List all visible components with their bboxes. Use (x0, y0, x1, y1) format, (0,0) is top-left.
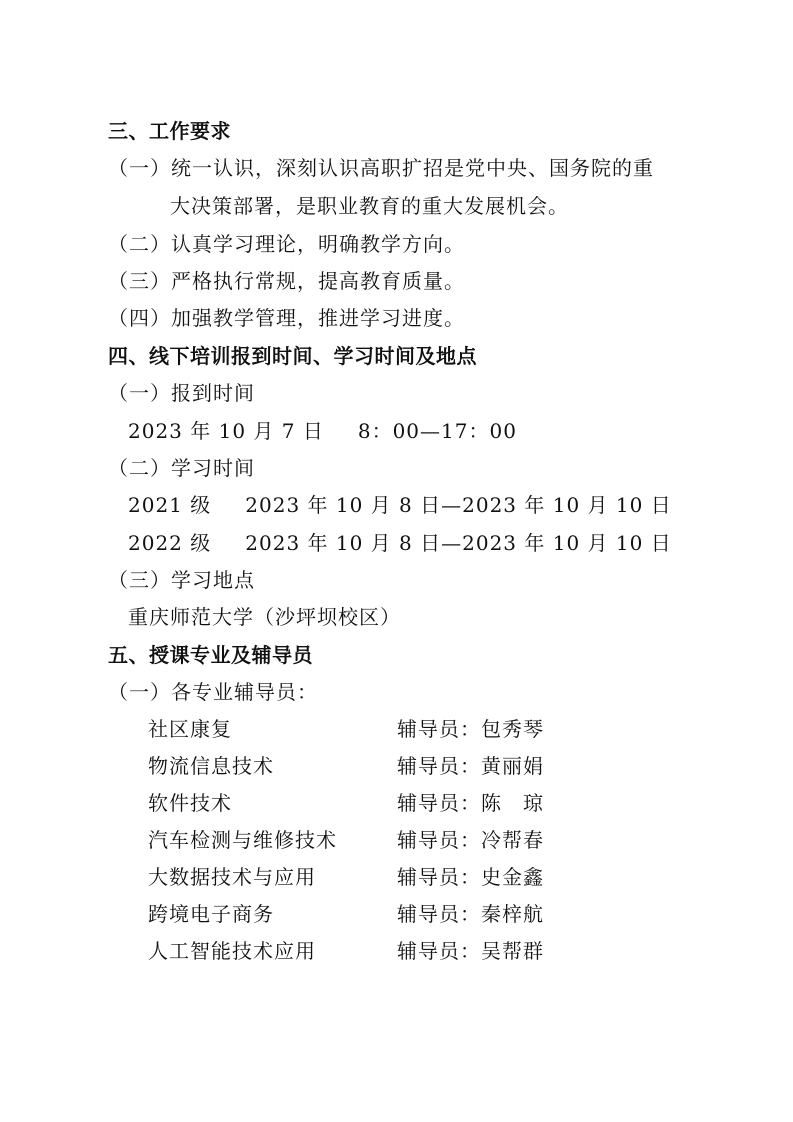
location-label: （三）学习地点 (108, 568, 255, 592)
advisors-label: （一）各专业辅导员： (108, 680, 318, 704)
section4-heading: 四、线下培训报到时间、学习时间及地点 (108, 344, 477, 368)
advisor-name: 辅导员：吴帮群 (397, 939, 544, 963)
study-period: 2023 年 10 月 8 日—2023 年 10 月 10 日 (245, 493, 672, 517)
checkin-date: 2023 年 10 月 7 日 (128, 419, 324, 443)
section3-item-3: （三）严格执行常规，提高教育质量。 (108, 269, 465, 293)
major-name: 物流信息技术 (148, 754, 274, 778)
major-name: 社区康复 (148, 717, 232, 741)
section3-item-2: （二）认真学习理论，明确教学方向。 (108, 232, 465, 256)
advisor-name: 辅导员：包秀琴 (397, 717, 544, 741)
major-name: 跨境电子商务 (148, 902, 274, 926)
study-grade: 2021 级 (128, 493, 212, 517)
location-value: 重庆师范大学（沙坪坝校区） (128, 605, 401, 629)
section3-item-1: （一）统一认识，深刻认识高职扩招是党中央、国务院的重 (108, 156, 654, 180)
section3-item-1-cont: 大决策部署，是职业教育的重大发展机会。 (170, 194, 569, 218)
study-row (128, 530, 672, 556)
major-name: 汽车检测与维修技术 (148, 828, 337, 852)
advisor-name: 辅导员：黄丽娟 (397, 754, 544, 778)
study-period: 2023 年 10 月 8 日—2023 年 10 月 10 日 (245, 531, 672, 555)
advisor-name: 辅导员：冷帮春 (397, 828, 544, 852)
advisor-name: 辅导员：秦梓航 (397, 902, 544, 926)
checkin-label: （一）报到时间 (108, 381, 255, 405)
major-name: 软件技术 (148, 791, 232, 815)
section3-heading: 三、工作要求 (108, 119, 231, 143)
checkin-time: 8：00—17：00 (357, 419, 517, 443)
section5-heading: 五、授课专业及辅导员 (108, 643, 313, 667)
checkin-datetime (128, 418, 517, 444)
advisor-name: 辅导员：陈 琼 (397, 791, 544, 815)
study-row (128, 492, 672, 518)
section3-item-4: （四）加强教学管理，推进学习进度。 (108, 306, 465, 330)
study-grade: 2022 级 (128, 531, 212, 555)
major-name: 大数据技术与应用 (148, 865, 316, 889)
study-time-label: （二）学习时间 (108, 456, 255, 480)
major-name: 人工智能技术应用 (148, 939, 316, 963)
advisor-name: 辅导员：史金鑫 (397, 865, 544, 889)
